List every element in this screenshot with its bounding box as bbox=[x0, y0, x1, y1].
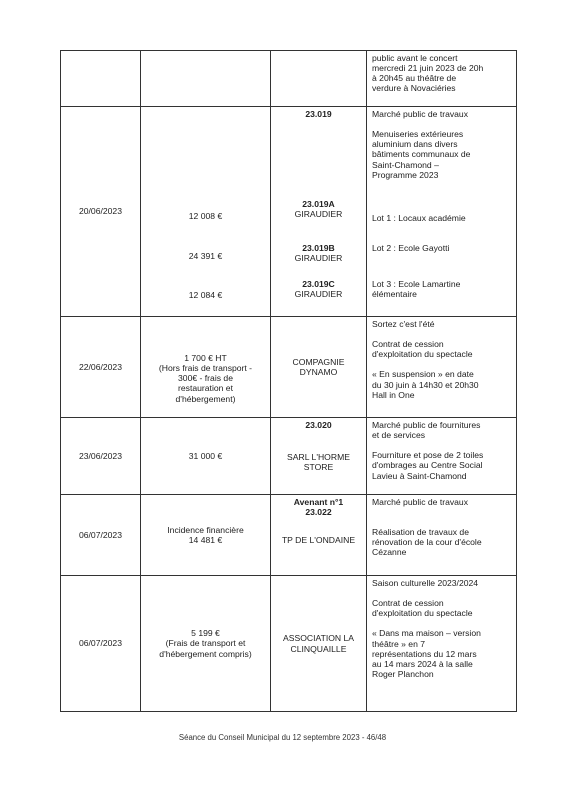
company-name: SARL L'HORME bbox=[287, 452, 350, 463]
reference-number: 23.019 bbox=[305, 109, 332, 119]
amount-text: 31 000 € bbox=[188, 450, 223, 461]
date-text: 06/07/2023 bbox=[78, 638, 122, 649]
reference-cell bbox=[271, 107, 367, 317]
description-cell bbox=[367, 107, 517, 317]
amount-cell bbox=[141, 107, 271, 317]
company-name: STORE bbox=[303, 462, 334, 473]
amount-text: 14 481 € bbox=[188, 535, 223, 545]
company-name: DYNAMO bbox=[299, 367, 338, 377]
amount-cell bbox=[141, 495, 271, 576]
desc-line: Lavieu à Saint-Chamond bbox=[372, 470, 467, 481]
desc-line: Hall in One bbox=[372, 389, 415, 400]
date-text: 20/06/2023 bbox=[78, 206, 122, 217]
page-footer: Séance du Conseil Municipal du 12 septembre 2023 - 46/48 bbox=[178, 733, 387, 742]
description-cell bbox=[367, 51, 517, 107]
amount-text: d'hébergement compris) bbox=[159, 648, 252, 659]
amount-cell bbox=[141, 51, 271, 107]
table-row bbox=[61, 418, 517, 495]
amount-text: 300€ - frais de bbox=[178, 373, 233, 384]
desc-line: d'exploitation du spectacle bbox=[372, 608, 473, 619]
date-cell bbox=[61, 51, 141, 107]
amount-text: restauration et bbox=[178, 383, 233, 394]
desc-line: à 20h45 au théâtre de bbox=[372, 73, 457, 84]
reference-number: 23.019B bbox=[302, 243, 335, 253]
company-name: GIRAUDIER bbox=[294, 253, 343, 264]
desc-line: Marché public de travaux bbox=[372, 497, 469, 507]
date-text: 06/07/2023 bbox=[78, 529, 122, 540]
desc-line: Menuiseries extérieures bbox=[372, 129, 464, 140]
company-name: GIRAUDIER bbox=[294, 289, 343, 300]
desc-line: verdure à Novaciéries bbox=[372, 83, 456, 94]
date-text: 23/06/2023 bbox=[78, 450, 122, 461]
amount-text: 1 700 € HT bbox=[184, 353, 227, 363]
desc-line: au 14 mars 2024 à la salle bbox=[372, 658, 473, 669]
amount-text: 24 391 € bbox=[188, 250, 223, 261]
table-row bbox=[61, 317, 517, 418]
desc-line: Saison culturelle 2023/2024 bbox=[372, 578, 479, 588]
amount-text: d'hébergement) bbox=[175, 393, 236, 404]
company-name: GIRAUDIER bbox=[294, 209, 343, 220]
desc-line: Marché public de fournitures bbox=[372, 420, 481, 430]
reference-cell bbox=[271, 51, 367, 107]
desc-line: Contrat de cession bbox=[372, 598, 444, 609]
amount-cell bbox=[141, 576, 271, 712]
desc-line: Saint-Chamond – bbox=[372, 159, 439, 170]
date-cell bbox=[61, 418, 141, 495]
company-name: CLINQUAILLE bbox=[290, 643, 347, 654]
decisions-table bbox=[60, 50, 517, 712]
desc-line: Réalisation de travaux de bbox=[372, 527, 469, 538]
company-name: ASSOCIATION LA bbox=[283, 633, 354, 644]
desc-line: bâtiments communaux de bbox=[372, 149, 471, 160]
reference-number: 23.022 bbox=[305, 507, 332, 518]
reference-cell bbox=[271, 418, 367, 495]
company-name: TP DE L'ONDAINE bbox=[281, 535, 356, 546]
date-text: 22/06/2023 bbox=[78, 361, 122, 372]
amount-text: 12 008 € bbox=[188, 210, 223, 221]
amount-text: (Frais de transport et bbox=[165, 638, 246, 649]
description-cell bbox=[367, 495, 517, 576]
description-cell bbox=[367, 418, 517, 495]
company-name: COMPAGNIE bbox=[292, 356, 345, 367]
desc-line: Lot 3 : Ecole Lamartine bbox=[372, 279, 461, 289]
desc-line: d'exploitation du spectacle bbox=[372, 349, 473, 360]
amount-text: 5 199 € bbox=[191, 628, 220, 639]
table-row bbox=[61, 495, 517, 576]
reference-cell bbox=[271, 495, 367, 576]
desc-line: rénovation de la cour d'école bbox=[372, 537, 482, 548]
desc-line: théâtre » en 7 bbox=[372, 638, 426, 649]
reference-number: 23.019C bbox=[302, 279, 335, 289]
table-row bbox=[61, 576, 517, 712]
reference-number: 23.019A bbox=[302, 199, 335, 209]
desc-line: représentations du 12 mars bbox=[372, 648, 477, 659]
desc-line: d'ombrages au Centre Social bbox=[372, 460, 483, 471]
desc-line: Cézanne bbox=[372, 547, 407, 558]
amount-cell bbox=[141, 418, 271, 495]
reference-number: 23.020 bbox=[305, 420, 332, 430]
desc-line: Roger Planchon bbox=[372, 668, 434, 679]
table-row bbox=[61, 107, 517, 317]
desc-line: Lot 1 : Locaux académie bbox=[372, 213, 466, 223]
amount-text: 12 084 € bbox=[188, 289, 223, 300]
date-cell bbox=[61, 576, 141, 712]
desc-line: Marché public de travaux bbox=[372, 109, 469, 119]
desc-line: Sortez c'est l'été bbox=[372, 319, 435, 329]
reference-cell bbox=[271, 576, 367, 712]
date-cell bbox=[61, 317, 141, 418]
desc-line: Lot 2 : Ecole Gayotti bbox=[372, 243, 450, 253]
desc-line: du 30 juin à 14h30 et 20h30 bbox=[372, 379, 479, 390]
desc-line: aluminium dans divers bbox=[372, 139, 458, 150]
desc-line: « En suspension » en date bbox=[372, 369, 474, 380]
desc-line: Fourniture et pose de 2 toiles bbox=[372, 450, 484, 461]
description-cell bbox=[367, 576, 517, 712]
desc-line: « Dans ma maison – version bbox=[372, 628, 481, 639]
description-cell bbox=[367, 317, 517, 418]
reference-cell bbox=[271, 317, 367, 418]
desc-line: public avant le concert bbox=[372, 53, 458, 63]
date-cell bbox=[61, 107, 141, 317]
reference-number: Avenant n°1 bbox=[293, 497, 344, 507]
table-row bbox=[61, 51, 517, 107]
amount-cell bbox=[141, 317, 271, 418]
desc-line: élémentaire bbox=[372, 289, 417, 300]
desc-line: Contrat de cession bbox=[372, 339, 444, 350]
desc-line: et de services bbox=[372, 430, 426, 441]
date-cell bbox=[61, 495, 141, 576]
amount-text: Incidence financière bbox=[167, 524, 244, 535]
desc-line: Programme 2023 bbox=[372, 169, 439, 180]
desc-line: mercredi 21 juin 2023 de 20h bbox=[372, 63, 484, 74]
amount-text: (Hors frais de transport - bbox=[158, 363, 253, 374]
